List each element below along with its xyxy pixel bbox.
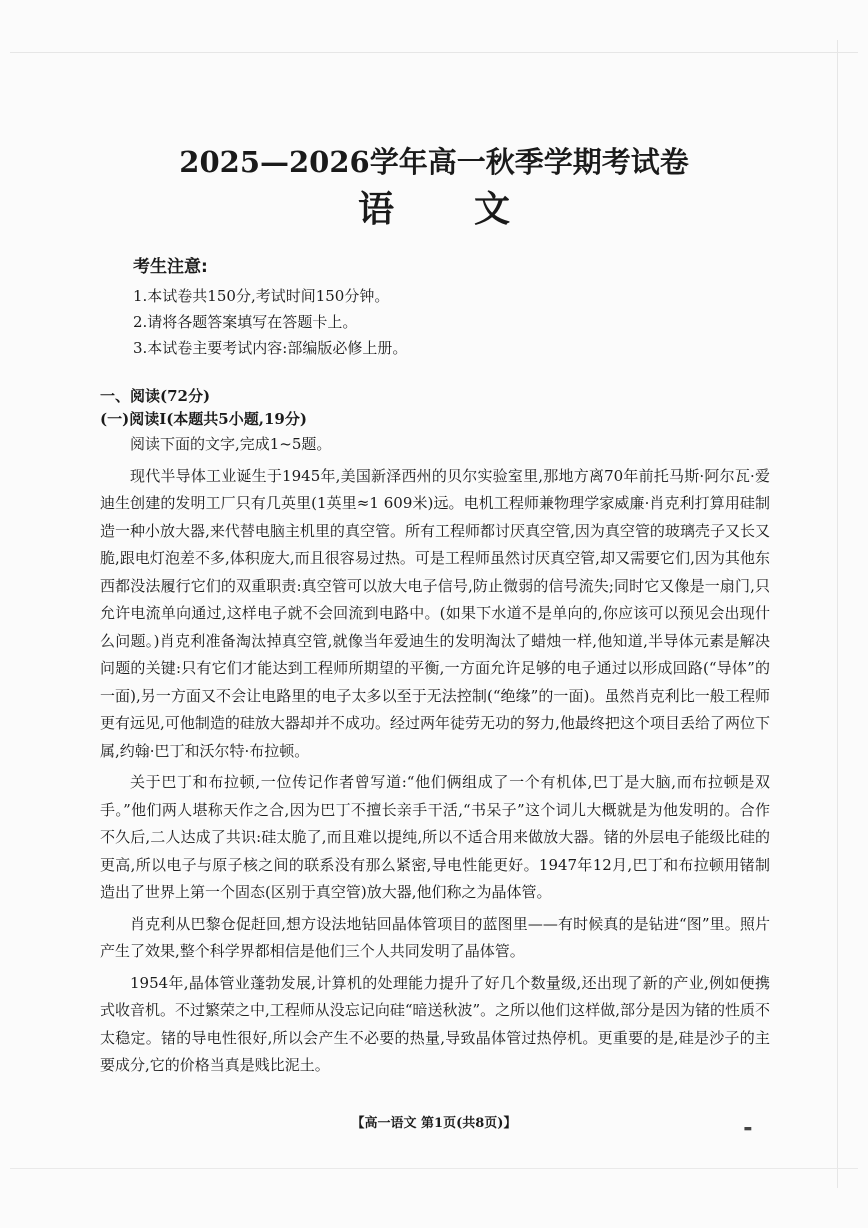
candidate-notice	[133, 252, 733, 361]
passage-paragraph: 1954年,晶体管业蓬勃发展,计算机的处理能力提升了好几个数量级,还出现了新的产业,例如便携式收音机。不过繁荣之中,工程师从没忘记向硅“暗送秋波”。之所以他们这样做,部分是因为锗的性质不太稳定。锗的导电性很好,所以会产生不必要的热量,导致晶体管过热停机。更重要的是,硅是沙子的主要成分,它的价格当真是贱比泥土。	[100, 973, 770, 1074]
notice-item: 3.本试卷主要考试内容:部编版必修上册。	[133, 339, 408, 357]
subject-title: 语文	[357, 188, 590, 230]
notice-title: 考生注意:	[133, 257, 208, 277]
notice-item: 2.请将各题答案填写在答题卡上。	[133, 313, 358, 331]
scan-edge-bottom	[10, 1168, 858, 1169]
reading-section	[100, 385, 770, 1084]
passage-paragraph: 关于巴丁和布拉顿,一位传记作者曾写道:“他们俩组成了一个有机体,巴丁是大脑,而布拉顿是双手。”他们两人堪称天作之合,因为巴丁不擅长亲手干活,“书呆子”这个词儿大概就是为他发明的。合作不久后,二人达成了共识:硅太脆了,而且难以提纯,所以不适合用来做放大器。锗的外层电子能级比硅的更高,所以电子与原子核之间的联系没有那么紧密,导电性能更好。1947年12月,巴丁和布拉顿用锗制造出了世界上第一个固态(区别于真空管)放大器,他们称之为晶体管。	[100, 773, 770, 901]
section-heading: 一、阅读(72分)	[100, 387, 211, 405]
scan-mark: ▬	[743, 1124, 752, 1134]
exam-title: 2025—2026学年高一秋季学期考试卷	[179, 145, 689, 179]
page-footer: 【高一语文 第1页(共8页)】	[351, 1116, 517, 1131]
subsection-heading: (一)阅读Ⅰ(本题共5小题,19分)	[100, 410, 307, 428]
scan-edge-top	[10, 52, 858, 53]
instruction: 阅读下面的文字,完成1~5题。	[130, 435, 332, 453]
passage-paragraph: 现代半导体工业诞生于1945年,美国新泽西州的贝尔实验室里,那地方离70年前托马斯·阿尔瓦·爱迪生创建的发明工厂只有几英里(1英里≈1 609米)远。电机工程师兼物理学家威廉·肖克利打算用硅制造一种小放大器,来代替电脑主机里的真空管。所有工程师都讨厌真空管,因为真空管的玻璃壳子又长又脆,跟电灯泡差不多,体积庞大,而且很容易过热。可是工程师虽然讨厌真空管,却又需要它们,因为其他东西都没法履行它们的双重职责:真空管可以放大电子信号,防止微弱的信号流失;同时它又像是一扇门,只允许电流单向通过,这样电子就不会回流到电路中。(如果下水道不是单向的,你应该可以预见会出现什么问题。)肖克利准备淘汰掉真空管,就像当年爱迪生的发明淘汰了蜡烛一样,他知道,半导体元素是解决问题的关键:只有它们才能达到工程师所期望的平衡,一方面允许足够的电子通过以形成回路(“导体”的一面),另一方面又不会让电路里的电子太多以至于无法控制(“绝缘”的一面)。虽然肖克利比一般工程师更有远见,可他制造的硅放大器却并不成功。经过两年徒劳无功的努力,他最终把这个项目丢给了两位下属,约翰·巴丁和沃尔特·布拉顿。	[100, 466, 770, 760]
passage-paragraph: 肖克利从巴黎仓促赶回,想方设法地钻回晶体管项目的蓝图里——有时候真的是钻进“图”里。照片产生了效果,整个科学界都相信是他们三个人共同发明了晶体管。	[100, 914, 770, 960]
notice-item: 1.本试卷共150分,考试时间150分钟。	[133, 287, 390, 305]
